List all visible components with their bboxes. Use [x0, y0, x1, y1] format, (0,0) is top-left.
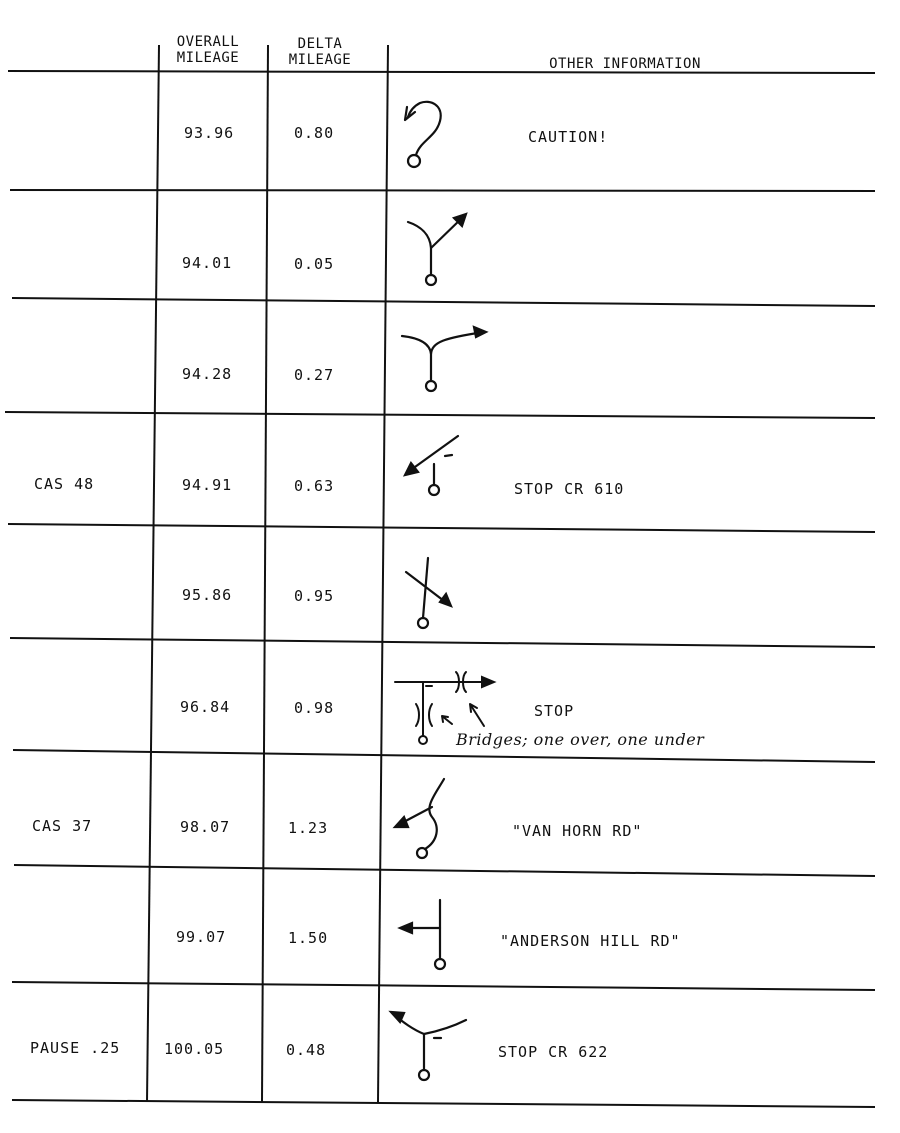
- overall-mileage-cell: 98.07: [180, 818, 231, 836]
- bottom-rule: [12, 1100, 875, 1107]
- delta-mileage-header: [270, 36, 370, 68]
- delta-mileage-cell: 0.80: [294, 124, 335, 142]
- delta-mileage-cell: 0.05: [294, 255, 335, 273]
- delta-mileage-cell: 1.50: [288, 929, 329, 947]
- cas-cell: PAUSE .25: [30, 1039, 121, 1057]
- delta-header-line1: DELTA: [297, 36, 343, 52]
- info-cell: "ANDERSON HILL RD": [500, 932, 681, 950]
- info-cell: STOP: [534, 702, 575, 720]
- cas-cell: CAS 37: [32, 817, 93, 835]
- delta-mileage-cell: 0.98: [294, 699, 335, 717]
- delta-mileage-cell: 0.48: [286, 1041, 327, 1059]
- bridges-right-arrow-icon: [392, 662, 512, 752]
- row-divider: [8, 524, 875, 532]
- delta-header-line2: MILEAGE: [288, 52, 352, 68]
- overall-mileage-header: [160, 34, 256, 66]
- t-junction-right-arrow-icon: [400, 324, 520, 414]
- overall-mileage-cell: 94.91: [182, 476, 233, 494]
- row-divider: [12, 982, 875, 990]
- left-turn-arrow-icon: [392, 890, 512, 980]
- column-divider: [147, 45, 159, 1102]
- overall-mileage-cell: 95.86: [182, 586, 233, 604]
- row-divider: [14, 865, 875, 876]
- delta-mileage-cell: 0.27: [294, 366, 335, 384]
- cas-cell: CAS 48: [34, 475, 95, 493]
- info-cell: CAUTION!: [528, 128, 609, 146]
- row-divider: [10, 190, 875, 191]
- delta-mileage-cell: 0.63: [294, 477, 335, 495]
- info-cell: STOP CR 622: [498, 1043, 609, 1061]
- t-stop-left-arrow-icon: [388, 1006, 508, 1096]
- overall-mileage-cell: 94.28: [182, 365, 233, 383]
- sharp-left-stop-arrow-icon: [400, 432, 520, 522]
- column-divider: [262, 45, 268, 1102]
- hairpin-left-arrow-icon: [388, 95, 508, 185]
- info-cell: STOP CR 610: [514, 480, 625, 498]
- overall-mileage-cell: 94.01: [182, 254, 233, 272]
- column-divider: [378, 45, 388, 1102]
- bear-right-arrow-icon: [400, 212, 520, 302]
- info-cell: "VAN HORN RD": [512, 822, 643, 840]
- overall-header-line1: OVERALL: [176, 34, 240, 50]
- crossroad-right-arrow-icon: [400, 552, 520, 642]
- overall-mileage-cell: 96.84: [180, 698, 231, 716]
- curve-left-arrow-icon: [392, 775, 512, 865]
- delta-mileage-cell: 0.95: [294, 587, 335, 605]
- overall-header-line2: MILEAGE: [176, 50, 240, 66]
- overall-mileage-cell: 93.96: [184, 124, 235, 142]
- overall-mileage-cell: 99.07: [176, 928, 227, 946]
- handwritten-note: Bridges; one over, one under: [456, 730, 705, 749]
- other-information-header: OTHER INFORMATION: [549, 56, 701, 72]
- delta-mileage-cell: 1.23: [288, 819, 329, 837]
- overall-mileage-cell: 100.05: [164, 1040, 225, 1058]
